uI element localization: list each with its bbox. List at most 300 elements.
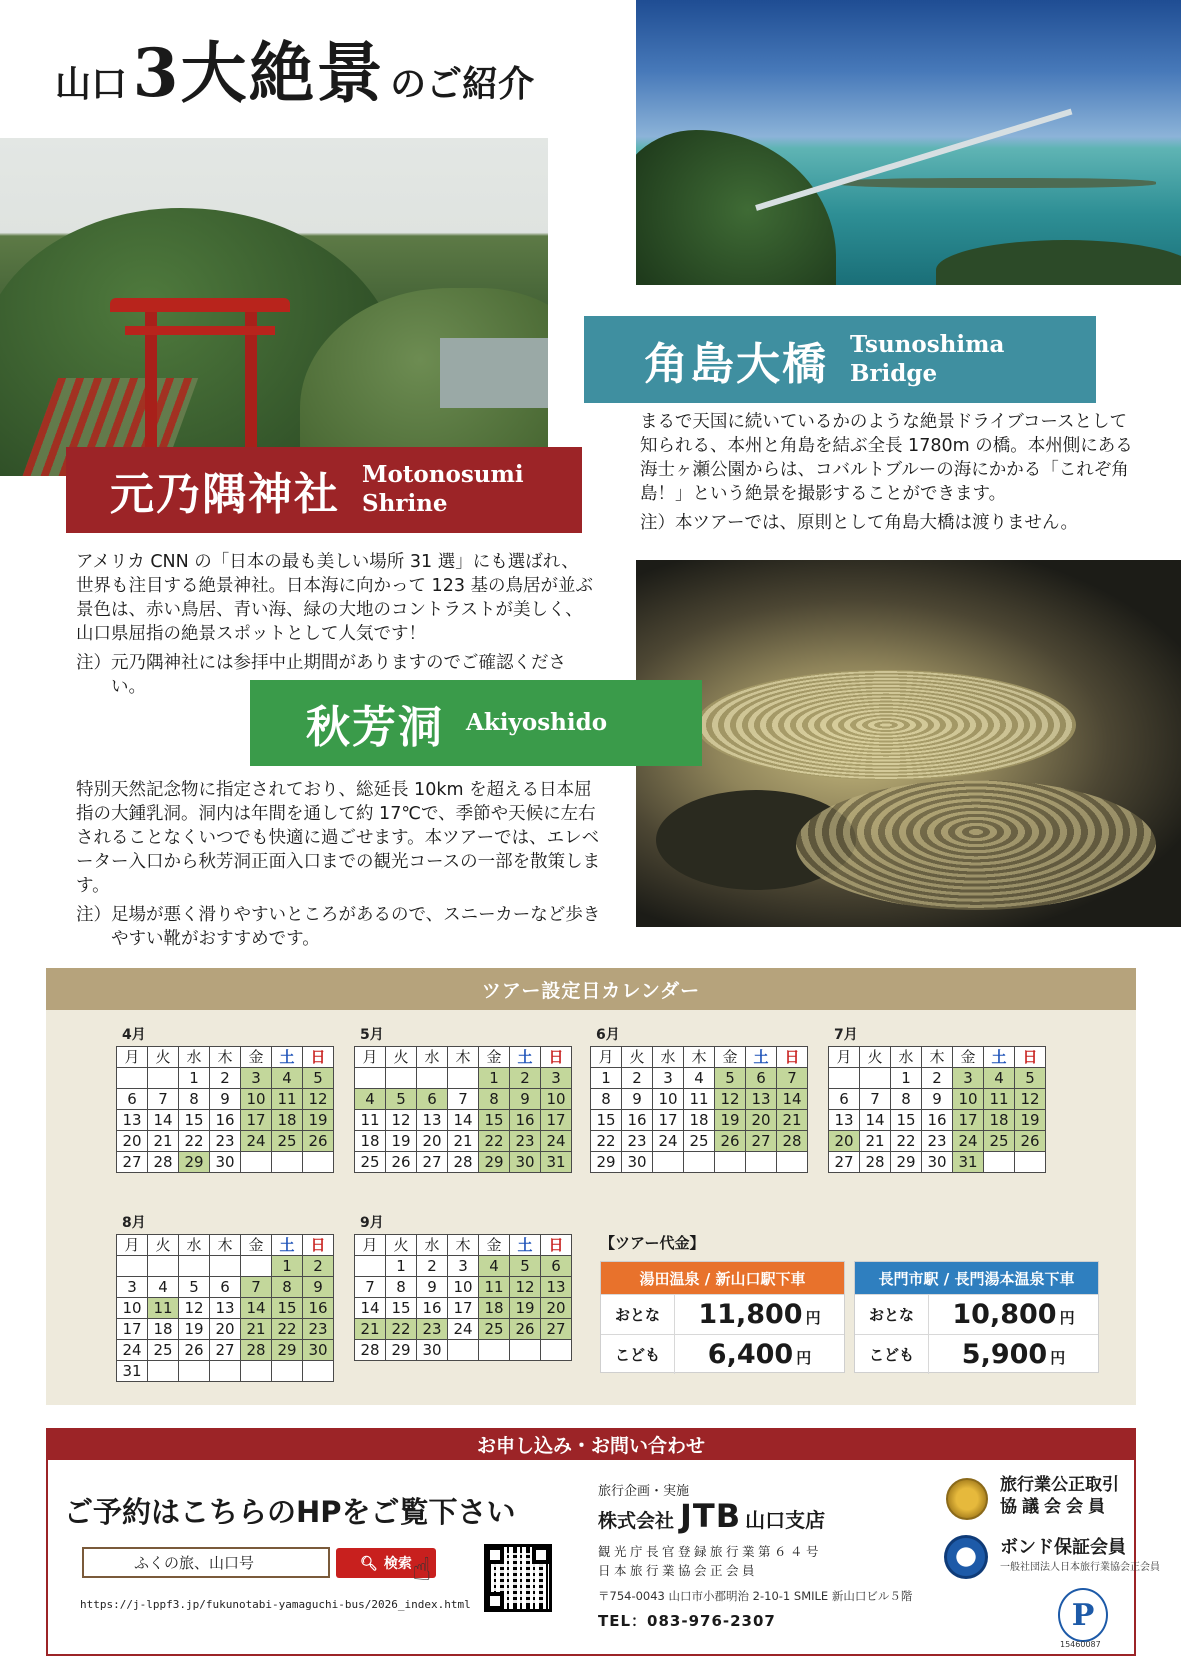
calendar-day: 23 [417, 1319, 448, 1340]
calendar-day: 24 [541, 1131, 572, 1152]
calendar-day: 2 [303, 1256, 334, 1277]
calendar-day: 28 [777, 1131, 808, 1152]
calendar-day: 8 [386, 1277, 417, 1298]
calendar-day: 12 [510, 1277, 541, 1298]
calendar-day: 16 [510, 1110, 541, 1131]
akiyoshido-description: 特別天然記念物に指定されており、総延長 10km を超える日本屈指の大鍾乳洞。洞内は年間を通して約 17℃で、季節や天候に左右されることなくいつでも快適に過ごせます。本ツアーでは、エレベーター入口から秋芳洞正面入口までの観光コースの一部を散策します。 注） 足場が悪く滑りやすいところがあるので、スニーカーなど歩きやすい靴がおすすめです。 [76, 778, 606, 951]
calendar-day: 19 [303, 1110, 334, 1131]
hp-title: ご予約はこちらのHPをご覧下さい [64, 1495, 516, 1529]
calendar-day: 23 [510, 1131, 541, 1152]
calendar-day: 16 [417, 1298, 448, 1319]
month-label: 5月 [360, 1027, 384, 1043]
calendar-day: 5 [386, 1089, 417, 1110]
registration-info: 観光庁長官登録旅行業第６４号 日本旅行業協会正会員 [598, 1544, 823, 1578]
calendar-day: 26 [179, 1340, 210, 1361]
calendar-day: 26 [1015, 1131, 1046, 1152]
calendar-day: 1 [479, 1068, 510, 1089]
calendar-day: 22 [272, 1319, 303, 1340]
calendar-day: 24 [241, 1131, 272, 1152]
calendar-day: 1 [891, 1068, 922, 1089]
calendar-day: 9 [510, 1089, 541, 1110]
weekday-header: 月 [355, 1235, 386, 1256]
calendar-empty [117, 1068, 148, 1089]
calendar-day: 19 [386, 1131, 417, 1152]
month-label: 9月 [360, 1215, 384, 1231]
month-label: 4月 [122, 1027, 146, 1043]
calendar-day: 13 [117, 1110, 148, 1131]
calendar-day: 20 [541, 1298, 572, 1319]
weekday-header: 金 [241, 1047, 272, 1068]
calendar-day: 10 [117, 1298, 148, 1319]
calendar-day: 21 [355, 1319, 386, 1340]
calendar-day: 21 [860, 1131, 891, 1152]
calendar-day: 9 [922, 1089, 953, 1110]
calendar-day: 6 [117, 1089, 148, 1110]
calendar-empty [1015, 1152, 1046, 1173]
search-input[interactable] [82, 1547, 330, 1578]
calendar-day: 19 [715, 1110, 746, 1131]
calendar-empty [148, 1361, 179, 1382]
calendar-day: 30 [303, 1340, 334, 1361]
calendar-day: 6 [210, 1277, 241, 1298]
calendar-day: 11 [148, 1298, 179, 1319]
calendar-day: 4 [684, 1068, 715, 1089]
organizer-label: 旅行企画・実施 [598, 1484, 690, 1499]
calendar-day: 6 [829, 1089, 860, 1110]
calendar-day: 9 [417, 1277, 448, 1298]
calendar-day: 22 [179, 1131, 210, 1152]
calendar-day: 13 [829, 1110, 860, 1131]
calendar-day: 8 [891, 1089, 922, 1110]
calendar-day: 10 [653, 1089, 684, 1110]
calendar-day: 3 [448, 1256, 479, 1277]
month-table [354, 1234, 572, 1361]
calendar-day: 22 [891, 1131, 922, 1152]
hp-url[interactable]: https://j-lppf3.jp/fukunotabi-yamaguchi-bus/2026_index.html [80, 1598, 471, 1611]
calendar-day: 8 [179, 1089, 210, 1110]
tsunoshima-photo [636, 0, 1181, 285]
calendar-empty [448, 1340, 479, 1361]
month-label: 7月 [834, 1027, 858, 1043]
calendar-empty [303, 1361, 334, 1382]
month-table [590, 1046, 808, 1173]
calendar-day: 20 [117, 1131, 148, 1152]
calendar-empty [479, 1340, 510, 1361]
contact-header: お申し込み・お問い合わせ [46, 1428, 1136, 1460]
calendar-day: 18 [355, 1131, 386, 1152]
calendar-empty [684, 1152, 715, 1173]
weekday-header: 日 [777, 1047, 808, 1068]
calendar-day: 6 [541, 1256, 572, 1277]
calendar-day: 17 [541, 1110, 572, 1131]
tsunoshima-banner [584, 316, 1096, 403]
calendar-day: 21 [777, 1110, 808, 1131]
calendar-day: 18 [148, 1319, 179, 1340]
calendar-day: 11 [984, 1089, 1015, 1110]
calendar-empty [777, 1152, 808, 1173]
calendar-day: 1 [179, 1068, 210, 1089]
motonosumi-name-en: Motonosumi Shrine [362, 461, 524, 517]
motonosumi-name-jp: 元乃隅神社 [110, 469, 340, 520]
calendar-day: 25 [272, 1131, 303, 1152]
weekday-header: 水 [417, 1047, 448, 1068]
calendar-day: 11 [355, 1110, 386, 1131]
calendar-day: 16 [622, 1110, 653, 1131]
motonosumi-photo [0, 138, 548, 476]
privacy-mark-icon: P [1058, 1588, 1108, 1642]
calendar-day: 15 [179, 1110, 210, 1131]
calendar-empty [386, 1068, 417, 1089]
calendar-day: 12 [179, 1298, 210, 1319]
akiyoshido-photo [636, 560, 1181, 927]
calendar-day: 28 [355, 1340, 386, 1361]
weekday-header: 月 [829, 1047, 860, 1068]
calendar-day: 14 [860, 1110, 891, 1131]
calendar-day: 16 [210, 1110, 241, 1131]
calendar-day: 27 [210, 1340, 241, 1361]
weekday-header: 金 [953, 1047, 984, 1068]
calendar-day: 25 [984, 1131, 1015, 1152]
calendar-day: 8 [272, 1277, 303, 1298]
calendar-day: 15 [891, 1110, 922, 1131]
weekday-header: 土 [510, 1047, 541, 1068]
calendar-day: 12 [1015, 1089, 1046, 1110]
motonosumi-note: 注） 元乃隅神社には参拝中止期間がありますのでご確認ください。 [76, 653, 566, 697]
calendar-empty [117, 1256, 148, 1277]
calendar-day: 9 [210, 1089, 241, 1110]
telephone: TEL：083-976-2307 [598, 1612, 776, 1630]
calendar-day: 12 [386, 1110, 417, 1131]
calendar-day: 10 [953, 1089, 984, 1110]
calendar-day: 20 [746, 1110, 777, 1131]
weekday-header: 木 [684, 1047, 715, 1068]
calendar-day: 25 [684, 1131, 715, 1152]
calendar-empty [148, 1068, 179, 1089]
tsunoshima-name-en: Tsunoshima Bridge [850, 330, 1005, 387]
page-title: 山口 3大絶景 のご紹介 [55, 34, 535, 112]
calendar-day: 27 [746, 1131, 777, 1152]
calendar-day: 18 [684, 1110, 715, 1131]
calendar-day: 18 [272, 1110, 303, 1131]
calendar-day: 14 [148, 1110, 179, 1131]
calendar-empty [148, 1256, 179, 1277]
calendar-day: 7 [241, 1277, 272, 1298]
calendar-day: 22 [479, 1131, 510, 1152]
qr-code-icon[interactable] [484, 1544, 552, 1612]
calendar-day: 19 [1015, 1110, 1046, 1131]
calendar-day: 29 [386, 1340, 417, 1361]
calendar-day: 17 [448, 1298, 479, 1319]
calendar-empty [272, 1152, 303, 1173]
calendar-day: 25 [148, 1340, 179, 1361]
weekday-header: 木 [448, 1235, 479, 1256]
calendar-day: 15 [386, 1298, 417, 1319]
calendar-empty [746, 1152, 777, 1173]
calendar-day: 11 [479, 1277, 510, 1298]
weekday-header: 土 [272, 1047, 303, 1068]
calendar-day: 17 [953, 1110, 984, 1131]
calendar-day: 28 [148, 1152, 179, 1173]
calendar-day: 3 [953, 1068, 984, 1089]
calendar-day: 26 [715, 1131, 746, 1152]
calendar-day: 27 [541, 1319, 572, 1340]
calendar-day: 14 [777, 1089, 808, 1110]
calendar-day: 17 [241, 1110, 272, 1131]
fair-trade-council-icon [946, 1478, 988, 1520]
weekday-header: 月 [591, 1047, 622, 1068]
weekday-header: 月 [117, 1235, 148, 1256]
motonosumi-description: アメリカ CNN の「日本の最も美しい場所 31 選」にも選ばれ、世界も注目する絶景神社。日本海に向かって 123 基の鳥居が並ぶ景色は、赤い鳥居、青い海、緑の大地のコントラストが美しく、山口県屈指の絶景スポットとして人気です！ 注） 元乃隅神社には参拝中止期間がありますのでご確認ください。 [76, 550, 596, 699]
calendar-day: 23 [922, 1131, 953, 1152]
calendar-day: 30 [922, 1152, 953, 1173]
calendar-day: 1 [386, 1256, 417, 1277]
month-table [354, 1046, 572, 1173]
calendar-day: 25 [479, 1319, 510, 1340]
calendar-day: 21 [241, 1319, 272, 1340]
weekday-header: 日 [303, 1235, 334, 1256]
calendar-day: 29 [479, 1152, 510, 1173]
calendar-day: 26 [303, 1131, 334, 1152]
weekday-header: 火 [386, 1047, 417, 1068]
calendar-day: 31 [117, 1361, 148, 1382]
calendar-day: 31 [541, 1152, 572, 1173]
calendar-day: 12 [715, 1089, 746, 1110]
calendar-day: 9 [303, 1277, 334, 1298]
child-label: こども [601, 1335, 675, 1374]
calendar-day: 31 [953, 1152, 984, 1173]
bond-guarantee-icon [944, 1535, 988, 1579]
calendar-day: 19 [179, 1319, 210, 1340]
calendar-day: 11 [272, 1089, 303, 1110]
calendar-day: 13 [417, 1110, 448, 1131]
calendar-day: 17 [653, 1110, 684, 1131]
akiyoshido-note: 注） 足場が悪く滑りやすいところがあるので、スニーカーなど歩きやすい靴がおすすめです。 [76, 905, 601, 949]
calendar-day: 20 [829, 1131, 860, 1152]
child-price: 6,400 [707, 1339, 794, 1370]
calendar-day: 3 [653, 1068, 684, 1089]
calendar-day: 27 [117, 1152, 148, 1173]
calendar-day: 12 [303, 1089, 334, 1110]
weekday-header: 土 [272, 1235, 303, 1256]
calendar-day: 3 [117, 1277, 148, 1298]
akiyoshido-name-jp: 秋芳洞 [306, 702, 444, 753]
calendar-day: 11 [684, 1089, 715, 1110]
weekday-header: 水 [891, 1047, 922, 1068]
tsunoshima-note: 注） 本ツアーでは、原則として角島大橋は渡りません。 [640, 513, 1079, 533]
bond-guarantee-label: ボンド保証会員 [1000, 1537, 1126, 1558]
calendar-day: 24 [448, 1319, 479, 1340]
calendar-day: 5 [1015, 1068, 1046, 1089]
adult-label: おとな [601, 1295, 675, 1334]
calendar-day: 20 [417, 1131, 448, 1152]
search-button[interactable]: 🔍︎ 検索 [336, 1548, 436, 1578]
calendar-day: 7 [448, 1089, 479, 1110]
weekday-header: 水 [653, 1047, 684, 1068]
calendar-day: 8 [591, 1089, 622, 1110]
calendar-day: 29 [891, 1152, 922, 1173]
calendar-day: 9 [622, 1089, 653, 1110]
calendar-day: 30 [210, 1152, 241, 1173]
address: 〒754-0043 山口市小郡明治 2-10-1 SMILE 新山口ビル５階 [598, 1589, 913, 1603]
calendar-day: 1 [272, 1256, 303, 1277]
calendar-day: 24 [117, 1340, 148, 1361]
calendar-empty [355, 1068, 386, 1089]
calendar-empty [241, 1152, 272, 1173]
calendar-day: 10 [541, 1089, 572, 1110]
price-box-nagato: 長門市駅 / 長門湯本温泉下車 おとな 10,800 円 こども 5,900 円 [854, 1261, 1099, 1373]
calendar-day: 8 [479, 1089, 510, 1110]
weekday-header: 金 [241, 1235, 272, 1256]
calendar-day: 14 [241, 1298, 272, 1319]
calendar-day: 24 [653, 1131, 684, 1152]
calendar-day: 23 [210, 1131, 241, 1152]
calendar-empty [448, 1068, 479, 1089]
pointer-hand-icon: ☝ [412, 1550, 432, 1588]
calendar-day: 29 [591, 1152, 622, 1173]
calendar-day: 5 [715, 1068, 746, 1089]
calendar-day: 28 [860, 1152, 891, 1173]
calendar-day: 3 [541, 1068, 572, 1089]
calendar-day: 13 [541, 1277, 572, 1298]
calendar-day: 6 [746, 1068, 777, 1089]
calendar-day: 2 [417, 1256, 448, 1277]
bond-guarantee-sub: 一般社団法人日本旅行業協会正会員 [1000, 1562, 1160, 1573]
calendar-day: 28 [448, 1152, 479, 1173]
month-table [116, 1046, 334, 1173]
calendar-day: 14 [355, 1298, 386, 1319]
calendar-day: 16 [922, 1110, 953, 1131]
calendar-day: 2 [622, 1068, 653, 1089]
tsunoshima-name-jp: 角島大橋 [644, 338, 828, 390]
privacy-mark-number: 15460087 [1060, 1640, 1101, 1649]
calendar-day: 7 [860, 1089, 891, 1110]
calendar-empty [541, 1340, 572, 1361]
calendar-empty [210, 1256, 241, 1277]
calendar-empty [417, 1068, 448, 1089]
organizer-name: 株式会社 JTB 山口支店 [598, 1497, 826, 1535]
weekday-header: 月 [117, 1047, 148, 1068]
calendar-day: 21 [448, 1131, 479, 1152]
month-label: 8月 [122, 1215, 146, 1231]
calendar-day: 30 [510, 1152, 541, 1173]
weekday-header: 水 [417, 1235, 448, 1256]
child-price: 5,900 [961, 1339, 1048, 1370]
calendar-day: 28 [241, 1340, 272, 1361]
search-icon: 🔍︎ [360, 1554, 378, 1571]
adult-price: 11,800 [698, 1299, 803, 1330]
calendar-day: 4 [355, 1089, 386, 1110]
weekday-header: 火 [860, 1047, 891, 1068]
calendar-empty [355, 1256, 386, 1277]
weekday-header: 金 [479, 1047, 510, 1068]
motonosumi-banner [66, 447, 582, 533]
calendar-day: 18 [984, 1110, 1015, 1131]
weekday-header: 日 [541, 1047, 572, 1068]
calendar-day: 26 [510, 1319, 541, 1340]
calendar-day: 16 [303, 1298, 334, 1319]
month-label: 6月 [596, 1027, 620, 1043]
calendar-day: 23 [303, 1319, 334, 1340]
calendar-day: 18 [479, 1298, 510, 1319]
calendar-empty [829, 1068, 860, 1089]
adult-price: 10,800 [952, 1299, 1057, 1330]
calendar-day: 4 [272, 1068, 303, 1089]
calendar-empty [510, 1340, 541, 1361]
calendar-empty [210, 1361, 241, 1382]
calendar-day: 7 [777, 1068, 808, 1089]
calendar-day: 15 [479, 1110, 510, 1131]
calendar-day: 3 [241, 1068, 272, 1089]
calendar-empty [860, 1068, 891, 1089]
calendar-empty [715, 1152, 746, 1173]
price-box-header: 湯田温泉 / 新山口駅下車 [601, 1262, 844, 1294]
weekday-header: 日 [541, 1235, 572, 1256]
weekday-header: 火 [148, 1235, 179, 1256]
weekday-header: 日 [1015, 1047, 1046, 1068]
calendar-day: 13 [210, 1298, 241, 1319]
calendar-day: 1 [591, 1068, 622, 1089]
calendar-empty [303, 1152, 334, 1173]
weekday-header: 土 [984, 1047, 1015, 1068]
calendar-day: 22 [591, 1131, 622, 1152]
calendar-day: 25 [355, 1152, 386, 1173]
calendar-empty [984, 1152, 1015, 1173]
calendar-empty [241, 1256, 272, 1277]
calendar-day: 4 [479, 1256, 510, 1277]
weekday-header: 水 [179, 1235, 210, 1256]
calendar-day: 27 [417, 1152, 448, 1173]
calendar-day: 10 [241, 1089, 272, 1110]
calendar-header: ツアー設定日カレンダー [46, 968, 1136, 1010]
calendar-day: 4 [984, 1068, 1015, 1089]
month-table [116, 1234, 334, 1382]
adult-label: おとな [855, 1295, 929, 1334]
weekday-header: 日 [303, 1047, 334, 1068]
calendar-day: 26 [386, 1152, 417, 1173]
calendar-empty [272, 1361, 303, 1382]
calendar-day: 2 [210, 1068, 241, 1089]
calendar-day: 30 [622, 1152, 653, 1173]
calendar-day: 24 [953, 1131, 984, 1152]
price-label: 【ツアー代金】 [600, 1234, 705, 1252]
tsunoshima-description: まるで天国に続いているかのような絶景ドライブコースとして知られる、本州と角島を結ぶ全長 1780m の橋。本州側にある海士ヶ瀬公園からは、コバルトブルーの海にかかる「これぞ角島！」という絶景を撮影することができます。 注） 本ツアーでは、原則として角島大橋は渡りません。 [640, 410, 1140, 535]
weekday-header: 水 [179, 1047, 210, 1068]
calendar-day: 2 [922, 1068, 953, 1089]
month-table [828, 1046, 1046, 1173]
calendar-empty [179, 1256, 210, 1277]
calendar-day: 2 [510, 1068, 541, 1089]
weekday-header: 土 [510, 1235, 541, 1256]
weekday-header: 土 [746, 1047, 777, 1068]
weekday-header: 木 [922, 1047, 953, 1068]
child-label: こども [855, 1335, 929, 1374]
calendar-empty [653, 1152, 684, 1173]
calendar-empty [241, 1361, 272, 1382]
weekday-header: 火 [622, 1047, 653, 1068]
weekday-header: 木 [210, 1235, 241, 1256]
calendar-day: 20 [210, 1319, 241, 1340]
calendar-day: 19 [510, 1298, 541, 1319]
weekday-header: 木 [210, 1047, 241, 1068]
calendar-day: 4 [148, 1277, 179, 1298]
calendar-day: 6 [417, 1089, 448, 1110]
calendar-day: 27 [829, 1152, 860, 1173]
weekday-header: 月 [355, 1047, 386, 1068]
calendar-day: 17 [117, 1319, 148, 1340]
weekday-header: 金 [479, 1235, 510, 1256]
calendar-day: 23 [622, 1131, 653, 1152]
calendar-day: 13 [746, 1089, 777, 1110]
